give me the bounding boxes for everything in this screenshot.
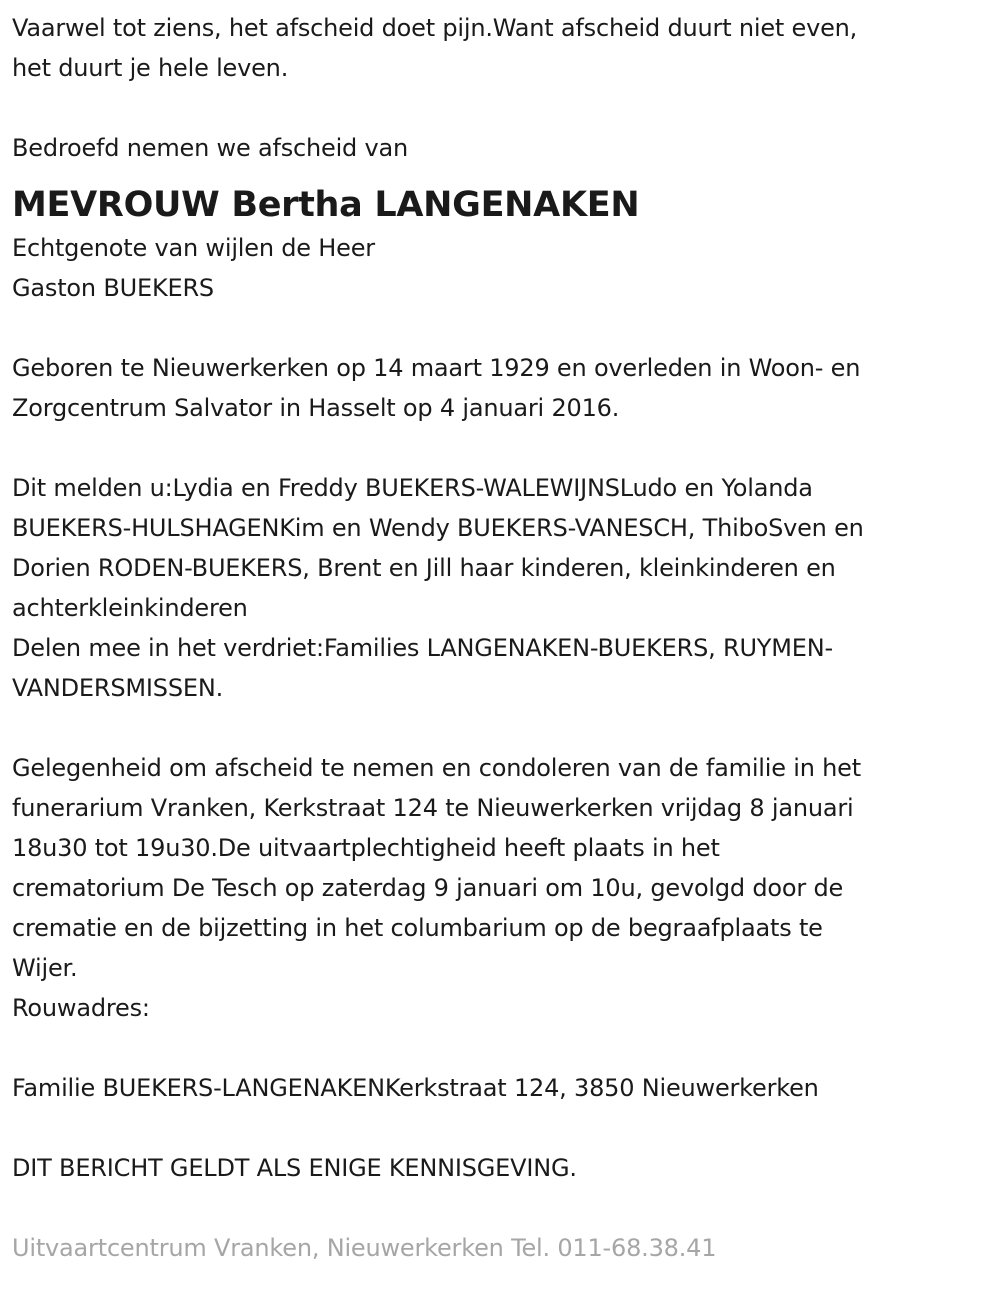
text-line: Delen mee in het verdriet:Families LANGENAKEN-BUEKERS, RUYMEN-: [12, 634, 833, 662]
intro-quote: [12, 8, 992, 88]
spouse-info: [12, 228, 992, 308]
text-line: Dorien RODEN-BUEKERS, Brent en Jill haar kinderen, kleinkinderen en: [12, 554, 836, 582]
text-line: Geboren te Nieuwerkerken op 14 maart 1929 en overleden in Woon- en: [12, 354, 861, 382]
text-line: Gaston BUEKERS: [12, 274, 214, 302]
mourning-address: Familie BUEKERS-LANGENAKENKerkstraat 124, 3850 Nieuwerkerken: [12, 1074, 819, 1102]
text-line: Zorgcentrum Salvator in Hasselt op 4 januari 2016.: [12, 394, 620, 422]
text-line: 18u30 tot 19u30.De uitvaartplechtigheid heeft plaats in het: [12, 834, 720, 862]
obituary-document: [12, 8, 992, 1268]
text-line: VANDERSMISSEN.: [12, 674, 224, 702]
text-line: Rouwadres:: [12, 994, 150, 1022]
text-line: Echtgenote van wijlen de Heer: [12, 234, 375, 262]
notice-text: DIT BERICHT GELDT ALS ENIGE KENNISGEVING.: [12, 1154, 577, 1182]
text-line: het duurt je hele leven.: [12, 54, 289, 82]
text-line: BUEKERS-HULSHAGENKim en Wendy BUEKERS-VANESCH, ThiboSven en: [12, 514, 864, 542]
text-line: Dit melden u:Lydia en Freddy BUEKERS-WALEWIJNSLudo en Yolanda: [12, 474, 813, 502]
text-line: Wijer.: [12, 954, 78, 982]
funeral-home-footer: Uitvaartcentrum Vranken, Nieuwerkerken Tel. 011-68.38.41: [12, 1234, 717, 1262]
lead-text: Bedroefd nemen we afscheid van: [12, 134, 409, 162]
deceased-name: MEVROUW Bertha LANGENAKEN: [12, 185, 640, 225]
birth-death-info: [12, 348, 992, 428]
text-line: Vaarwel tot ziens, het afscheid doet pijn.Want afscheid duurt niet even,: [12, 14, 858, 42]
ceremony-info: [12, 748, 992, 1028]
text-line: crematie en de bijzetting in het columbarium op de begraafplaats te: [12, 914, 823, 942]
text-line: funerarium Vranken, Kerkstraat 124 te Nieuwerkerken vrijdag 8 januari: [12, 794, 854, 822]
text-line: crematorium De Tesch op zaterdag 9 januari om 10u, gevolgd door de: [12, 874, 844, 902]
text-line: achterkleinkinderen: [12, 594, 248, 622]
announcers: [12, 468, 992, 708]
text-line: Gelegenheid om afscheid te nemen en condoleren van de familie in het: [12, 754, 861, 782]
